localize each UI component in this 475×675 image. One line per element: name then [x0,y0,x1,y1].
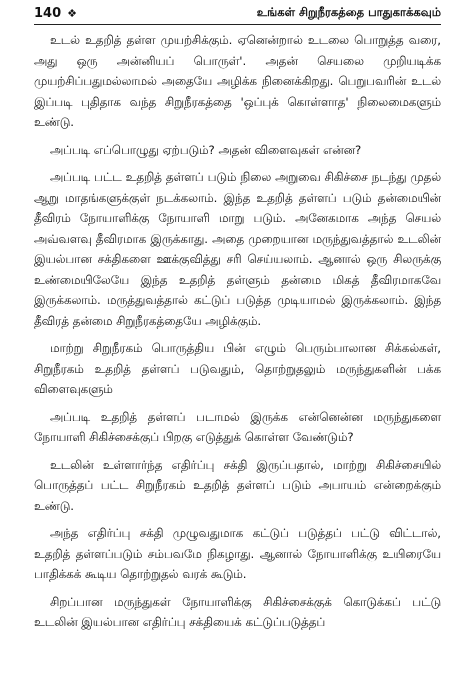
question-line: அப்படி உதறித் தள்ளப் படாமல் இருக்க என்னென்ன மருந்துகளை நோயாளி சிகிச்சைக்குப் பிறகு எடுத்துக் கொள்ள வேண்டும்? [34,409,441,444]
paragraph: மாற்று சிறுநீரகம் பொருத்திய பின் எழும் பெரும்பாலான சிக்கல்கள், சிறுநீரகம் உதறித் தள்ளப் படுவதும், தொற்றுதலும் மருந்துகளின் பக்க விளைவுகளும் [34,341,441,396]
running-title: உங்கள் சிறுநீரகத்தை பாதுகாக்கவும் [256,5,441,19]
page-number: 140 [34,5,62,21]
paragraph: சிறப்பான மருந்துகள் நோயாளிக்கு சிகிச்சைக்குக் கொடுக்கப் பட்டு உடலின் இயல்பான எதிர்ப்பு சக்தியைக் கட்டுப்படுத்தப் [34,594,441,629]
question-line: அப்படி எப்பொழுது ஏற்படும்? அதன் விளைவுகள் என்ன? [50,142,362,157]
page-header [34,2,441,25]
page-number-group [34,6,77,21]
paragraph: அப்படி பட்ட உதறித் தள்ளப் படும் நிலை அறுவை சிகிச்சை நடந்து முதல் ஆறு மாதங்களுக்குள் நடக்கலாம். இந்த உதறித் தள்ளப் படும் தன்மையின் தீவிரம் நோயாளிக்கு நோயாளி மாறு படும். அனேகமாக அந்த செயல் அவ்வளவு தீவிரமாக இருக்காது. அதை முறையான மருந்துவத்தால் உடலின் இயல்பான சக்திகளை ஊக்குவித்து சரி செய்யலாம். ஆனால் ஒரு சிலருக்கு உண்மையிலேயே இந்த உதறித் தள்ளும் தன்மை மிகத் தீவிரமாகவே இருக்கலாம். மருத்துவத்தால் கட்டுப் படுத்த முடியாமல் இருக்கலாம். இந்த தீவிரத் தன்மை சிறுநீரகத்தையே அழிக்கும். [34,170,441,328]
paragraph: உடல் உதறித் தள்ள முயற்சிக்கும். ஏனென்றால் உடலை பொறுத்த வரை, அது ஒரு அன்னியப் பொருள்'. அதன் செயலை முறியடிக்க முயற்சிப்பதுமல்லாமல் அதையே அழிக்க நினைக்கிறது. பெறுபவரின் உடல் இப்படி புதிதாக வந்த சிறுநீரகத்தை 'ஒப்புக் கொள்ளாத' நிலைமைகளும் உண்டு. [34,33,441,129]
paragraph: அந்த எதிர்ப்பு சக்தி முழுவதுமாக கட்டுப் படுத்தப் பட்டு விட்டால், உதறித் தள்ளப்படும் சம்பவமே நிகழாது. ஆனால் நோயாளிக்கு உயிரையே பாதிக்கக் கூடிய தொற்றுதல் வரக் கூடும். [34,526,441,581]
page-body [34,30,441,640]
ornament-icon: ❖ [67,6,78,20]
paragraph: உடலின் உள்ளார்ந்த எதிர்ப்பு சக்தி இருப்பதால், மாற்று சிகிச்சையில் பொருத்தப் பட்ட சிறுநீரகம் உதறித் தள்ளப் படும் அபாயம் என்றைக்கும் உண்டு. [34,457,441,513]
